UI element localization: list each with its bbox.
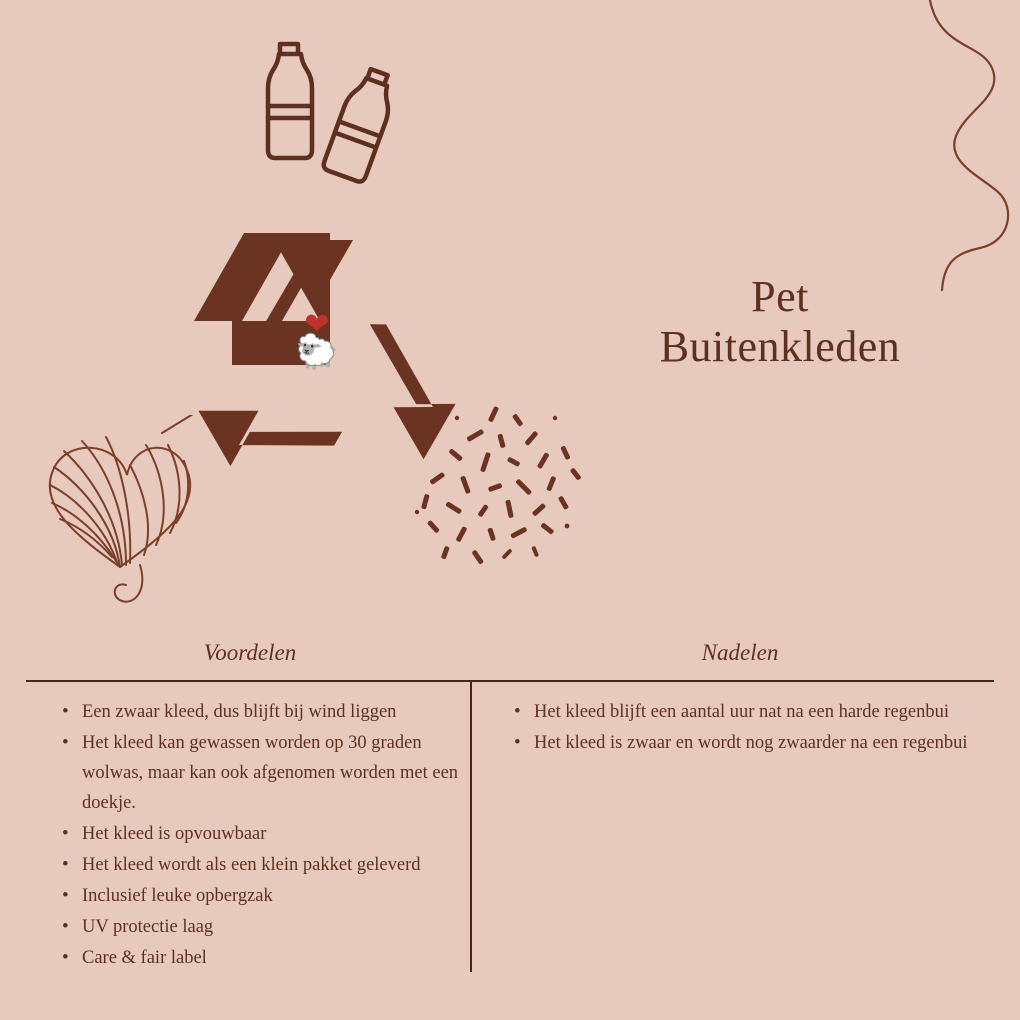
sheep-icon: 🐑 xyxy=(295,334,339,371)
plastic-bottles-icon xyxy=(252,34,412,204)
pros-list xyxy=(40,698,477,975)
list-item: • Care & fair label xyxy=(62,944,477,974)
list-item: • Een zwaar kleed, dus blijft bij wind liggen xyxy=(62,698,477,728)
cons-list xyxy=(492,698,1014,760)
heart-icon: ❤ xyxy=(304,308,330,341)
title-line-2: Buitenkleden xyxy=(659,322,901,372)
comparison-section xyxy=(0,640,1020,1020)
list-item: • Het kleed is opvouwbaar xyxy=(62,820,477,850)
shredded-fibers-icon xyxy=(395,400,605,575)
horizontal-divider xyxy=(26,680,994,682)
cons-heading: Nadelen xyxy=(701,640,779,665)
pros-heading: Voordelen xyxy=(203,640,297,665)
list-item: • Het kleed wordt als een klein pakket geleverd xyxy=(62,851,477,881)
list-item: • UV protectie laag xyxy=(62,913,477,943)
list-item: • Inclusief leuke opbergzak xyxy=(62,882,477,912)
title-line-1: Pet xyxy=(751,272,809,321)
list-item: • Het kleed kan gewassen worden op 30 graden wolwas, maar kan ook afgenomen worden met een doekje. xyxy=(62,729,477,819)
list-item: • Het kleed is zwaar en wordt nog zwaarder na een regenbui xyxy=(514,729,1014,759)
page-title xyxy=(560,272,1000,372)
list-item: • Het kleed blijft een aantal uur nat na een harde regenbui xyxy=(514,698,1014,728)
yarn-heart-icon xyxy=(22,415,232,615)
curly-line-decoration xyxy=(680,0,1020,300)
